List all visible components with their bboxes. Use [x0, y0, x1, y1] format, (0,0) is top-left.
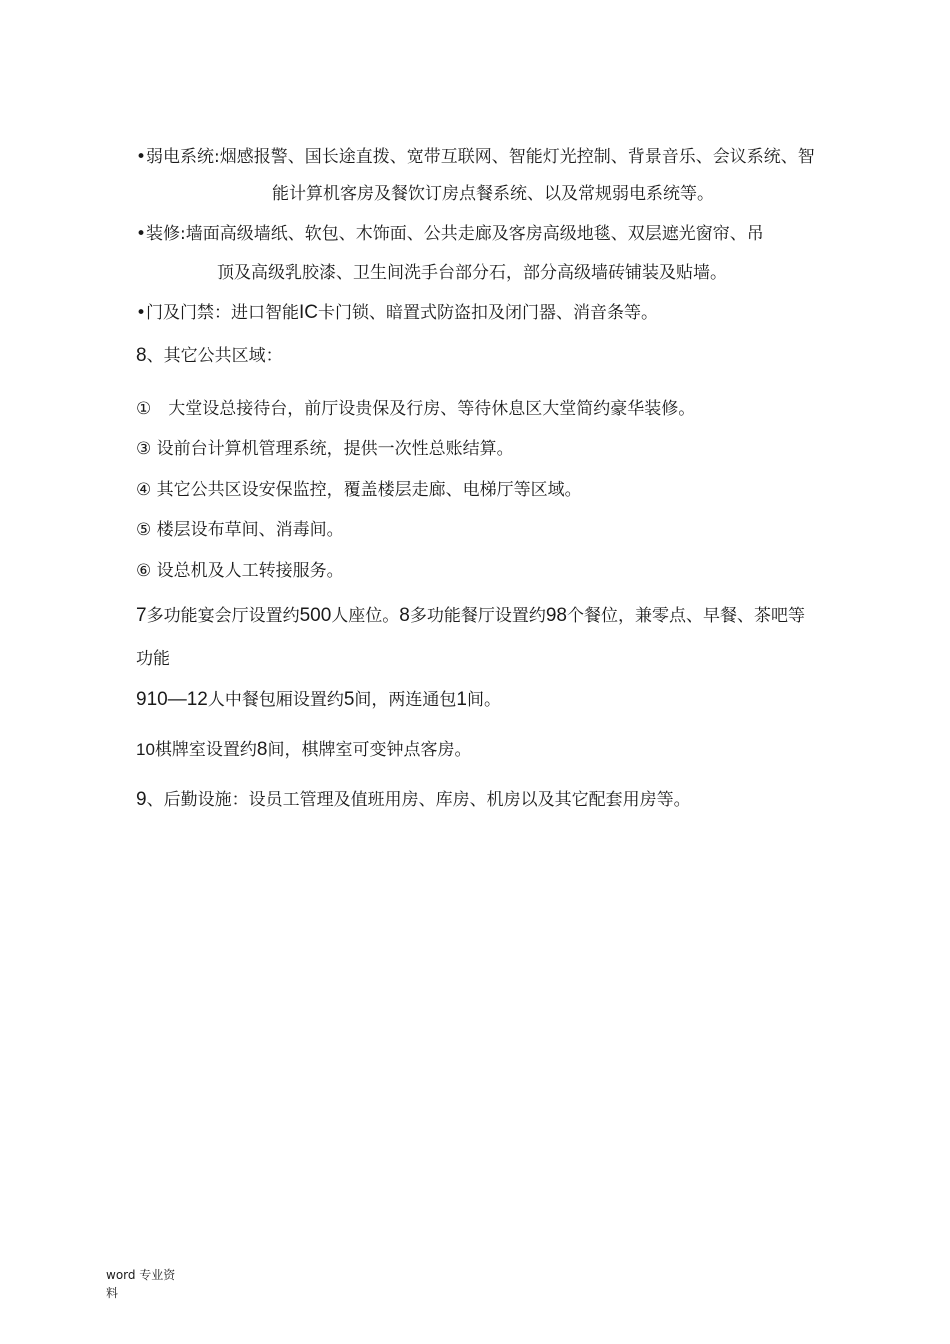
text: ③ 设前台计算机管理系统，提供一次性总账结算。	[136, 439, 514, 459]
text: 9	[136, 789, 147, 810]
text: 多功能餐厅设置约	[409, 606, 546, 626]
text: 1	[456, 689, 467, 710]
page-footer	[106, 1266, 175, 1302]
text: 、后勤设施：设员工管理及值班用房、库房、机房以及其它配套用房等。	[146, 790, 691, 810]
text: 功能	[136, 649, 170, 669]
text: 7	[136, 605, 147, 626]
text: 8	[399, 605, 410, 626]
decoration-line-2	[217, 262, 727, 284]
text: 棋牌室设置约	[154, 740, 257, 760]
text: 能计算机客房及餐饮订房点餐系统、以及常规弱电系统等。	[272, 184, 714, 204]
text: ⑤ 楼层设布草间、消毒间。	[136, 520, 344, 540]
weak-current-system-line-2	[272, 183, 714, 205]
text: ① 大堂设总接待台，前厅设贵保及行房、等待休息区大堂简约豪华装修。	[136, 399, 696, 419]
text: 、其它公共区域：	[146, 346, 283, 366]
door-access-line	[136, 302, 658, 324]
text: •门及门禁：进口智能	[136, 303, 300, 323]
list-item-security	[136, 479, 582, 501]
text: ④ 其它公共区设安保监控，覆盖楼层走廊、电梯厅等区域。	[136, 480, 582, 500]
text: 人座位。	[331, 606, 400, 626]
section-heading-logistics	[136, 789, 691, 811]
list-item-lobby	[136, 398, 695, 420]
text: 10	[136, 740, 155, 759]
text: 顶及高级乳胶漆、卫生间洗手台部分石，部分高级墙砖铺装及贴墙。	[217, 263, 727, 283]
chess-room-line	[136, 739, 472, 761]
text: 500	[299, 605, 332, 626]
text: 间，棋牌室可变钟点客房。	[267, 740, 472, 760]
list-item-front-desk	[136, 438, 514, 460]
text: 卡门锁、暗置式防盗扣及闭门器、消音条等。	[318, 303, 659, 323]
text: 8	[136, 345, 147, 366]
text: 间。	[467, 690, 501, 710]
text: 人中餐包厢设置约	[207, 690, 344, 710]
banquet-restaurant-line	[136, 605, 805, 627]
text: 多功能宴会厅设置约	[146, 606, 300, 626]
text: 个餐位，兼零点、早餐、茶吧等	[567, 606, 805, 626]
text: 5	[343, 689, 355, 710]
text: •弱电系统:烟感报警、国长途直拨、宽带互联网、智能灯光控制、背景音乐、会议系统、智	[136, 147, 815, 167]
decoration-line-1	[136, 223, 764, 245]
text: 98	[545, 605, 567, 626]
private-rooms-line	[136, 689, 501, 711]
list-item-linen-room	[136, 519, 344, 541]
section-heading-other-public-areas	[136, 345, 283, 367]
text: 8	[256, 739, 268, 760]
footer-line-1: word 专业资	[106, 1268, 176, 1282]
text: IC	[299, 302, 319, 323]
list-item-switchboard	[136, 560, 344, 582]
weak-current-system-line-1	[136, 146, 815, 168]
footer-line-2: 料	[106, 1286, 119, 1300]
text: 910—12	[136, 689, 208, 710]
text: 间，两连通包	[354, 690, 457, 710]
text: •装修:墙面高级墙纸、软包、木饰面、公共走廊及客房高级地毯、双层遮光窗帘、吊	[136, 224, 764, 244]
banquet-restaurant-line-2	[136, 648, 170, 670]
text: ⑥ 设总机及人工转接服务。	[136, 561, 344, 581]
